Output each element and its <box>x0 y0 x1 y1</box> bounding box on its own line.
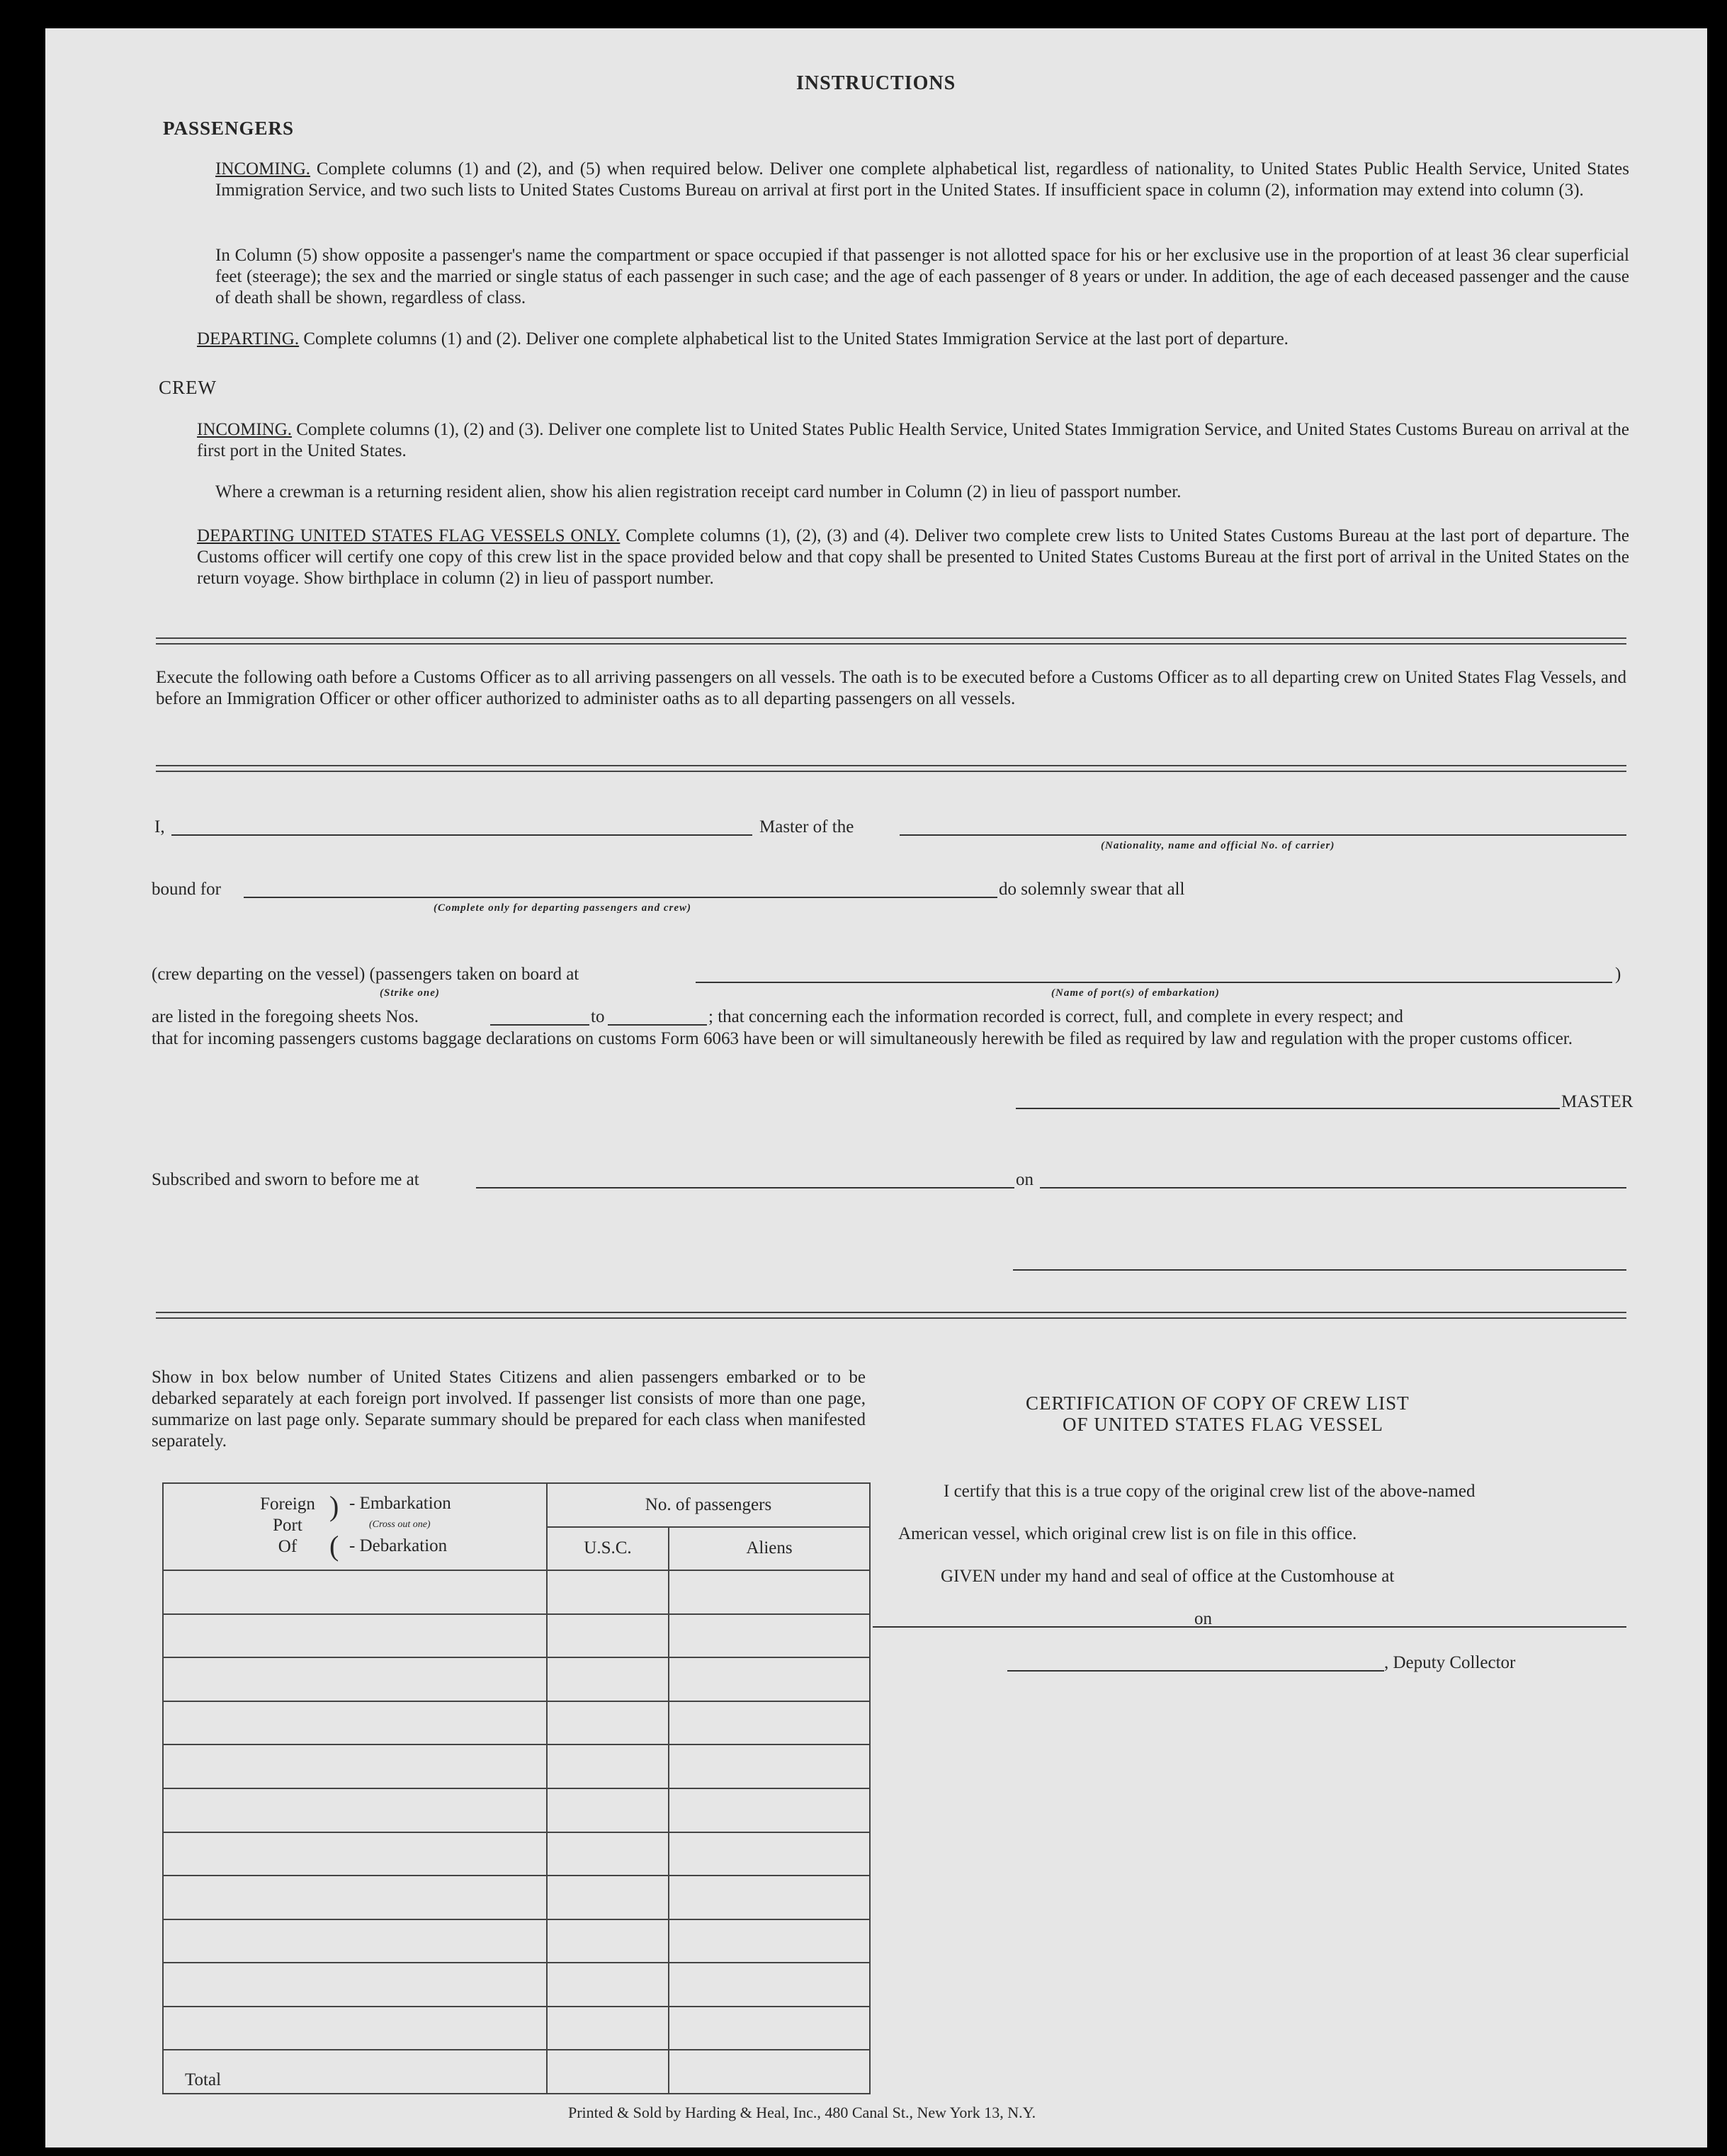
aliens-cell[interactable] <box>669 1701 870 1745</box>
aliens-cell[interactable] <box>669 1832 870 1876</box>
certify-text-line1: I certify that this is a true copy of the original crew list of the above-named <box>944 1482 1476 1501</box>
port-cell[interactable] <box>163 1701 547 1745</box>
col-debarkation: - Debarkation <box>349 1536 448 1555</box>
table-row <box>163 1788 870 1832</box>
usc-cell[interactable] <box>547 1963 669 2007</box>
aliens-cell[interactable] <box>669 2007 870 2050</box>
port-cell[interactable] <box>163 1744 547 1788</box>
passengers-departing-label: DEPARTING. <box>197 329 300 348</box>
subscribed-label: Subscribed and sworn to before me at <box>152 1170 419 1189</box>
certification-title-line2: OF UNITED STATES FLAG VESSEL <box>1063 1414 1383 1435</box>
col-embarkation: - Embarkation <box>349 1493 451 1513</box>
close-paren: ) <box>1615 965 1621 984</box>
master-name-field[interactable] <box>171 834 752 836</box>
brace-icon: ( <box>329 1529 339 1562</box>
usc-cell[interactable] <box>547 1701 669 1745</box>
col-foreign: Foreign <box>260 1494 315 1514</box>
usc-total-cell[interactable] <box>547 2050 669 2094</box>
embarkation-port-field[interactable] <box>696 982 1612 983</box>
col-of: Of <box>278 1536 298 1556</box>
certification-date-field[interactable] <box>1216 1626 1626 1628</box>
carrier-field[interactable] <box>900 834 1626 836</box>
swear-label: do solemnly swear that all <box>999 880 1185 899</box>
foreign-port-header <box>163 1483 547 1570</box>
official-signature-field[interactable] <box>1013 1269 1626 1271</box>
listed-text: ; that concerning each the information recorded is correct, full, and complete in every respect; and <box>708 1007 1403 1026</box>
sheet-from-field[interactable] <box>490 1024 589 1026</box>
crew-heading: CREW <box>159 377 217 398</box>
given-text: GIVEN under my hand and seal of office at the Customhouse at <box>941 1567 1395 1586</box>
oath-i-label: I, <box>154 817 165 836</box>
table-header-row <box>163 1483 870 1527</box>
listed-text-continued: that for incoming passengers customs baggage declarations on customs Form 6063 have been or will simultaneously herewith be filed as required by law and regulation with the proper customs officer. <box>152 1029 1573 1048</box>
section-divider <box>156 637 1626 645</box>
usc-cell[interactable] <box>547 1832 669 1876</box>
col-aliens: Aliens <box>669 1527 870 1571</box>
crew-departing-text: Complete columns (1), (2), (3) and (4). Deliver two complete crew lists to United States Customs Bureau at the last port of departure. The Customs officer will certify one copy of this crew list in the space provided below and that copy shall be presented to United States Customs Bureau at the first port of arrival in the United States on the return voyage. Show birthplace in column (2) in lieu of passport number. <box>197 526 1629 588</box>
port-caption: (Name of port(s) of embarkation) <box>1051 987 1220 999</box>
port-cell[interactable] <box>163 2007 547 2050</box>
certify-text-line2: American vessel, which original crew list is on file in this office. <box>898 1524 1357 1543</box>
passengers-incoming-paragraph <box>215 159 1629 201</box>
col-usc: U.S.C. <box>547 1527 669 1571</box>
crew-departing-label: DEPARTING UNITED STATES FLAG VESSELS ONLY. <box>197 526 621 545</box>
col-cross: (Cross out one) <box>369 1519 431 1530</box>
passengers-incoming-label: INCOMING. <box>215 159 311 178</box>
table-row <box>163 1963 870 2007</box>
sheet-to-field[interactable] <box>608 1024 707 1026</box>
crew-departing-paragraph <box>197 526 1629 589</box>
passengers-heading: PASSENGERS <box>163 118 295 139</box>
usc-cell[interactable] <box>547 1919 669 1963</box>
table-row <box>163 1876 870 1919</box>
table-row <box>163 1701 870 1745</box>
port-cell[interactable] <box>163 1832 547 1876</box>
crew-returning-paragraph: Where a crewman is a returning resident alien, show his alien registration receipt card number in Column (2) in lieu of passport number. <box>215 482 1182 501</box>
table-row <box>163 1919 870 1963</box>
section-divider <box>156 765 1626 772</box>
crew-incoming-label: INCOMING. <box>197 420 293 439</box>
summary-instructions: Show in box below number of United States Citizens and alien passengers embarked or to be debarked separately at each foreign port involved. If passenger list consists of more than one page, summarize on last page only. Separate summary should be prepared for each class when manifested separately. <box>152 1368 866 1451</box>
sworn-date-field[interactable] <box>1040 1187 1626 1188</box>
port-cell[interactable] <box>163 1963 547 2007</box>
usc-cell[interactable] <box>547 1876 669 1919</box>
aliens-total-cell[interactable] <box>669 2050 870 2094</box>
aliens-cell[interactable] <box>669 1570 870 1614</box>
table-total-row <box>163 2050 870 2094</box>
usc-cell[interactable] <box>547 1657 669 1701</box>
printer-footer: Printed & Sold by Harding & Heal, Inc., 480 Canal St., New York 13, N.Y. <box>568 2104 1036 2121</box>
page-title: INSTRUCTIONS <box>796 72 956 94</box>
port-cell[interactable] <box>163 1614 547 1658</box>
table-row <box>163 1832 870 1876</box>
crew-passengers-label: (crew departing on the vessel) (passengers taken on board at <box>152 965 579 984</box>
form-sheet <box>45 28 1707 2148</box>
deputy-collector-label: , Deputy Collector <box>1384 1653 1516 1672</box>
section-divider <box>156 1312 1626 1319</box>
col-port: Port <box>273 1515 302 1535</box>
col-passengers: No. of passengers <box>547 1483 870 1527</box>
port-cell[interactable] <box>163 1876 547 1919</box>
master-of-label: Master of the <box>759 817 854 836</box>
sworn-place-field[interactable] <box>476 1187 1014 1188</box>
passengers-departing-text: Complete columns (1) and (2). Deliver one complete alphabetical list to the United States Immigration Service at the last port of departure. <box>303 329 1289 348</box>
customhouse-place-field[interactable] <box>873 1626 1237 1628</box>
usc-cell[interactable] <box>547 1614 669 1658</box>
table-row <box>163 2007 870 2050</box>
carrier-caption: (Nationality, name and official No. of carrier) <box>1101 840 1335 851</box>
port-cell[interactable] <box>163 1919 547 1963</box>
usc-cell[interactable] <box>547 1788 669 1832</box>
certification-on-label: on <box>1194 1609 1212 1628</box>
aliens-cell[interactable] <box>669 1744 870 1788</box>
usc-cell[interactable] <box>547 1570 669 1614</box>
usc-cell[interactable] <box>547 2007 669 2050</box>
certification-title-line1: CERTIFICATION OF COPY OF CREW LIST <box>1026 1392 1410 1414</box>
aliens-cell[interactable] <box>669 1614 870 1658</box>
master-signature-field[interactable] <box>1016 1108 1560 1109</box>
bound-for-label: bound for <box>152 880 221 899</box>
table-row <box>163 1657 870 1701</box>
table-row <box>163 1570 870 1614</box>
listed-label: are listed in the foregoing sheets Nos. <box>152 1007 419 1026</box>
oath-intro: Execute the following oath before a Customs Officer as to all arriving passengers on all vessels. The oath is to be executed before a Customs Officer as to all departing crew on United States Flag Vessels, and before an Immigration Officer or other officer authorized to administer oaths as to all departing passengers on all vessels. <box>156 668 1626 708</box>
passengers-incoming-text: Complete columns (1) and (2), and (5) when required below. Deliver one complete alphabetical list, regardless of nationality, to United States Public Health Service, United States Immigration Service, and two such lists to United States Customs Bureau on arrival at first port in the United States. If insufficient space in column (2), information may extend into column (3). <box>215 159 1629 200</box>
aliens-cell[interactable] <box>669 1963 870 2007</box>
crew-incoming-text: Complete columns (1), (2) and (3). Deliver one complete list to United States Public Health Service, United States Immigration Service, and United States Customs Bureau on arrival at the first port in the United States. <box>197 420 1629 460</box>
brace-icon: ) <box>329 1490 339 1522</box>
passenger-summary-table <box>162 1482 871 2094</box>
port-cell[interactable] <box>163 1657 547 1701</box>
usc-cell[interactable] <box>547 1744 669 1788</box>
to-label: to <box>591 1007 605 1026</box>
deputy-signature-field[interactable] <box>1007 1670 1384 1672</box>
aliens-cell[interactable] <box>669 1919 870 1963</box>
passengers-departing-paragraph <box>197 329 1629 350</box>
total-label: Total <box>163 2050 547 2094</box>
port-cell[interactable] <box>163 1788 547 1832</box>
aliens-cell[interactable] <box>669 1788 870 1832</box>
crew-incoming-paragraph <box>197 419 1629 462</box>
table-row <box>163 1614 870 1658</box>
table-row <box>163 1744 870 1788</box>
aliens-cell[interactable] <box>669 1876 870 1919</box>
strike-caption: (Strike one) <box>380 987 440 999</box>
passengers-column5-paragraph: In Column (5) show opposite a passenger's name the compartment or space occupied if that passenger is not allotted space for his or her exclusive use in the proportion of at least 36 clear superficial feet (steerage); the sex and the married or single status of each passenger in such case; and the age of each passenger of 8 years or under. In addition, the age of each deceased passenger and the cause of death shall be shown, regardless of class. <box>215 246 1629 307</box>
bound-for-field[interactable] <box>244 897 997 898</box>
aliens-cell[interactable] <box>669 1657 870 1701</box>
master-signature-label: MASTER <box>1561 1092 1633 1111</box>
bound-for-caption: (Complete only for departing passengers and crew) <box>434 902 691 914</box>
sworn-on-label: on <box>1016 1170 1034 1189</box>
port-cell[interactable] <box>163 1570 547 1614</box>
